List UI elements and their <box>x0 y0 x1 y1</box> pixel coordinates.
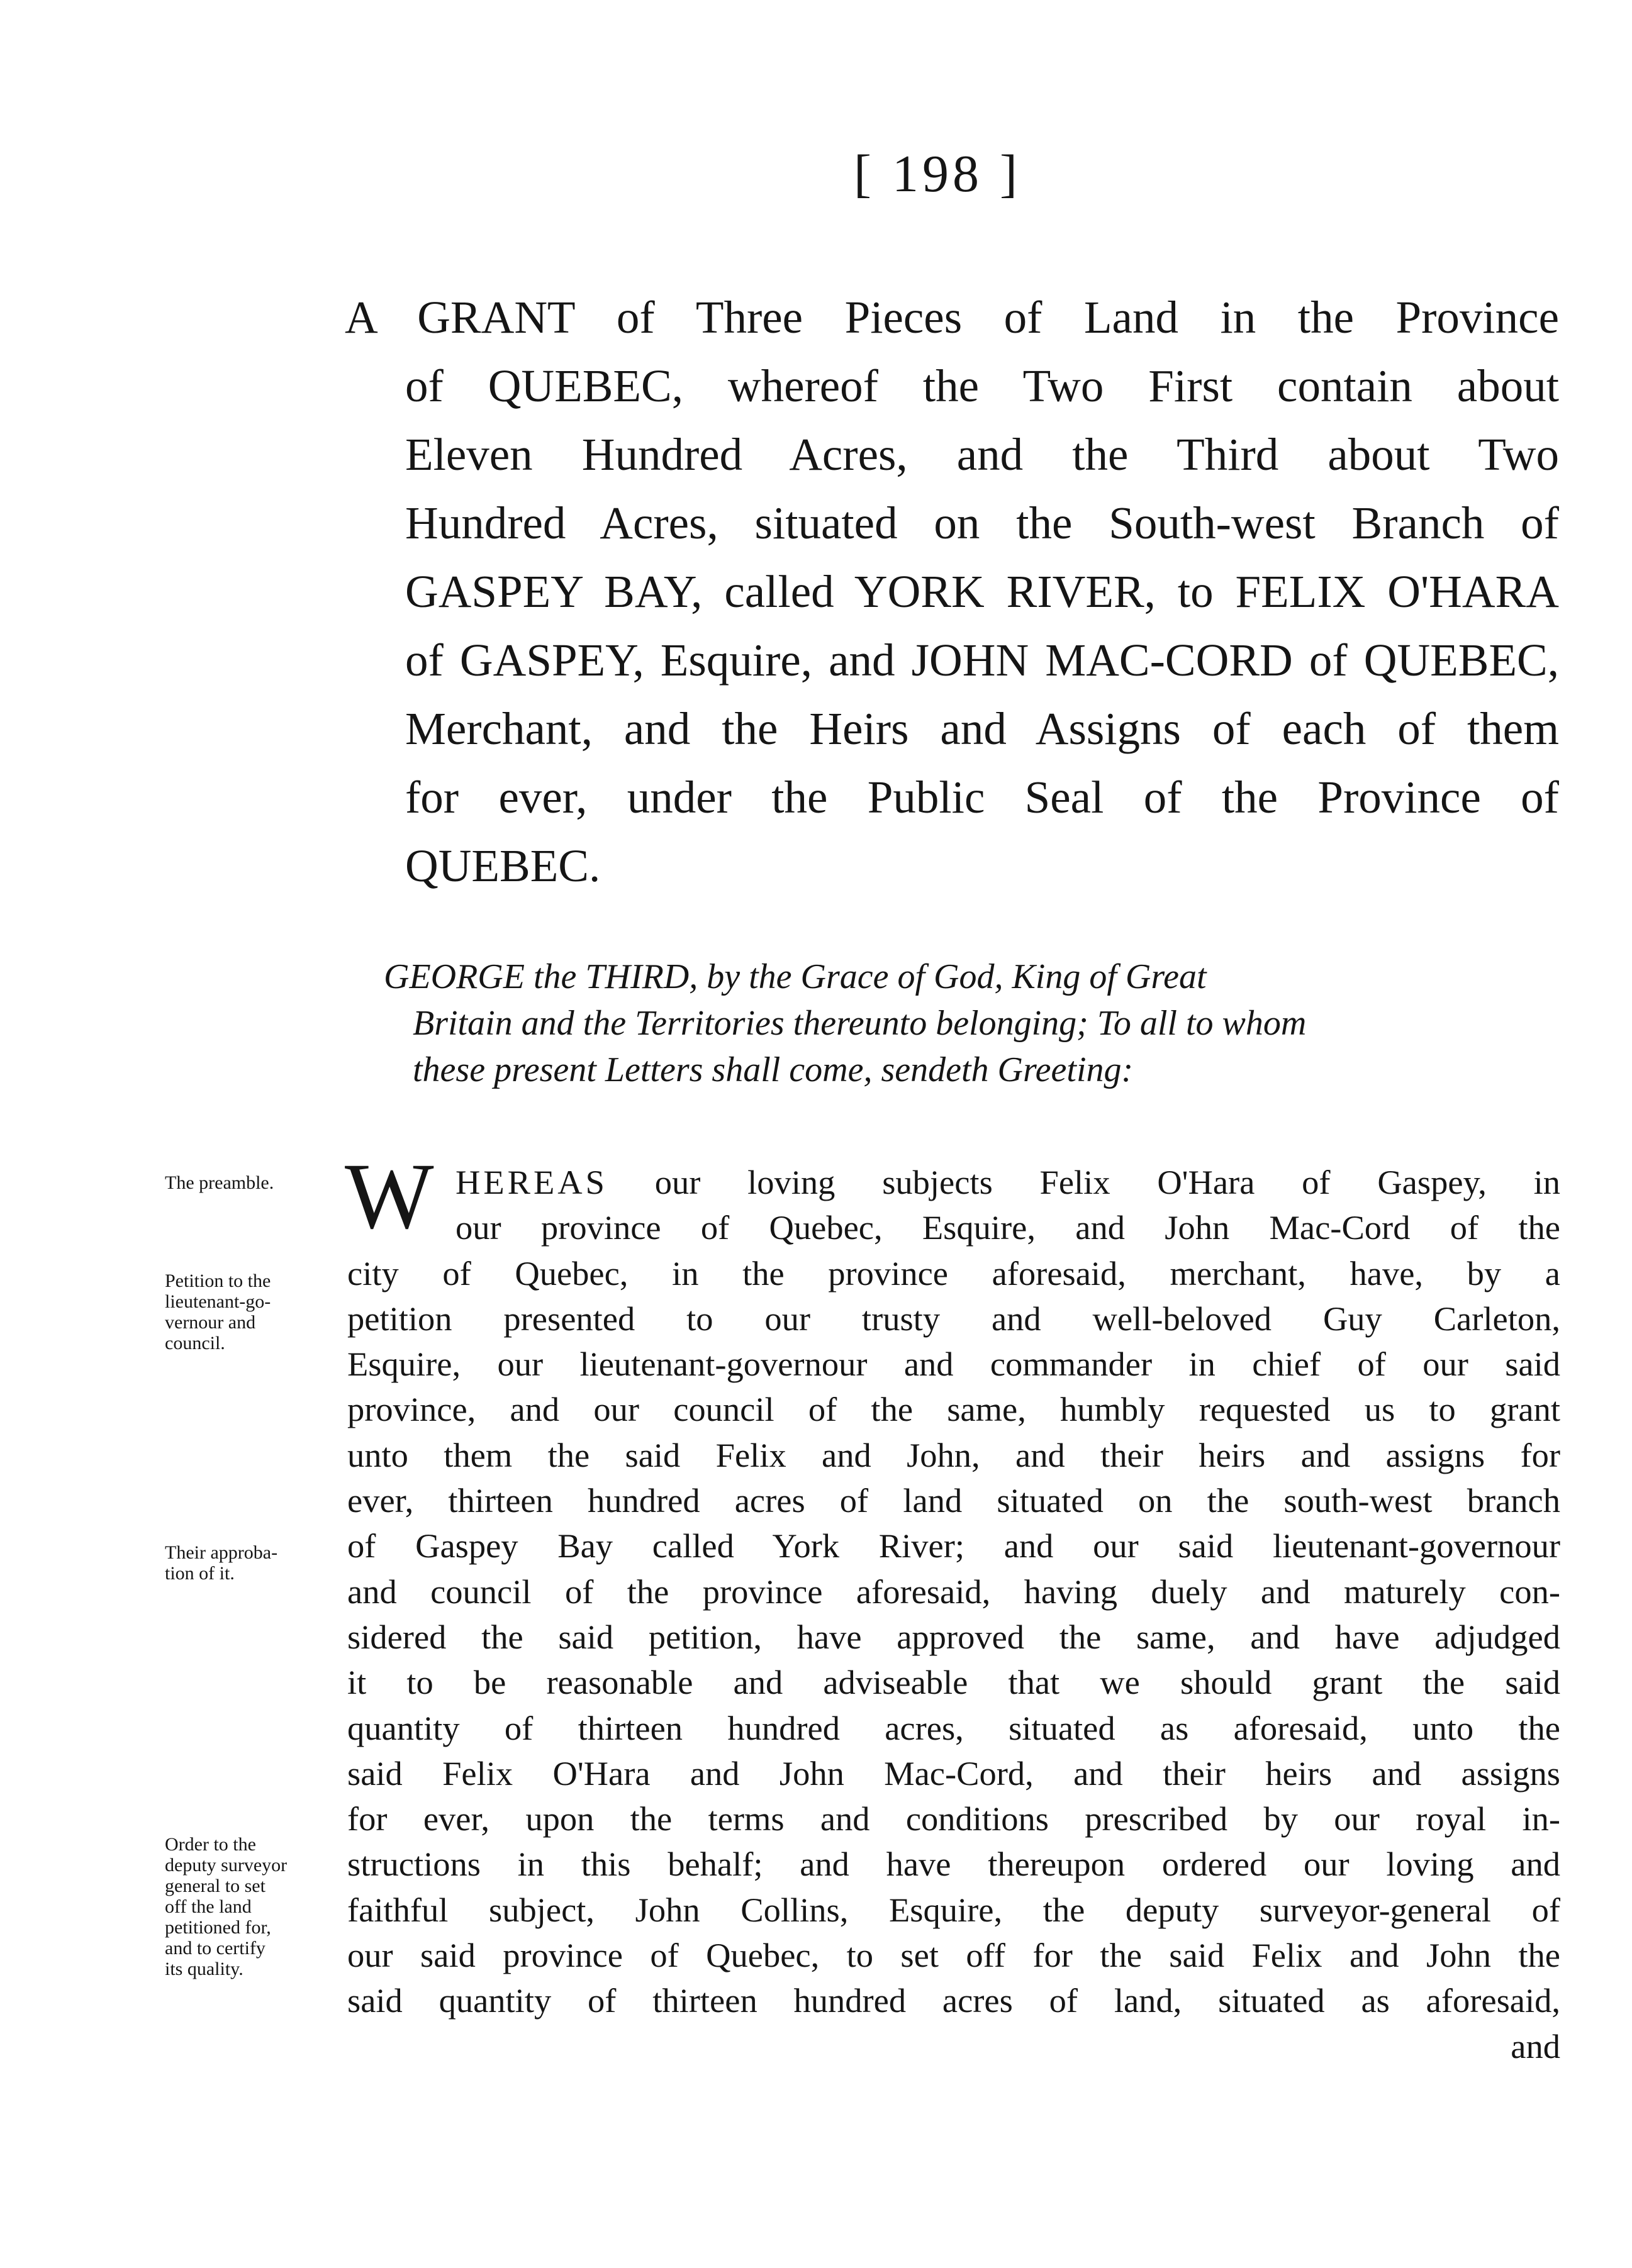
body-line: faithful subject, John Collins, Esquire, the deputy surveyor-general of <box>347 1890 1560 1929</box>
body-line: said Felix O'Hara and John Mac-Cord, and their heirs and assigns <box>347 1754 1560 1793</box>
body-line: HEREAS our loving subjects Felix O'Hara of Gaspey, in <box>456 1163 1561 1201</box>
body-line: Esquire, our lieutenant-governour and commander in chief of our said <box>347 1345 1560 1384</box>
title-line: Merchant, and the Heirs and Assigns of each of them <box>405 703 1559 754</box>
proclamation-line: Britain and the Territories thereunto belonging; To all to whom <box>413 1004 1307 1043</box>
margin-note-order <box>165 1834 322 1979</box>
proclamation-line: these present Letters shall come, sendeth Greeting: <box>413 1050 1134 1089</box>
body-text <box>347 1160 1560 2069</box>
margin-note-line: its quality. <box>165 1959 243 1979</box>
title-line: QUEBEC. <box>405 840 601 891</box>
margin-note-line: Petition to the <box>165 1270 271 1291</box>
body-line: our said province of Quebec, to set off for the said Felix and John the <box>347 1936 1560 1975</box>
margin-note-line: council. <box>165 1333 225 1354</box>
grant-title <box>345 283 1559 900</box>
margin-note-line: off the land <box>165 1896 252 1917</box>
royal-proclamation <box>384 953 1560 1093</box>
margin-note-line: Order to the <box>165 1834 256 1855</box>
title-line: Hundred Acres, situated on the South-west Branch of <box>405 498 1559 548</box>
margin-note-line: general to set <box>165 1876 265 1896</box>
body-line: for ever, upon the terms and conditions prescribed by our royal in- <box>347 1799 1560 1838</box>
margin-note-line: deputy surveyor <box>165 1855 288 1876</box>
margin-note-approbation <box>165 1542 322 1584</box>
body-line: unto them the said Felix and John, and their heirs and assigns for <box>347 1435 1560 1474</box>
body-line: our province of Quebec, Esquire, and John Mac-Cord of the <box>456 1208 1560 1247</box>
margin-note-line: The preamble. <box>165 1172 274 1193</box>
body-line: said quantity of thirteen hundred acres of land, situated as aforesaid, <box>347 1981 1560 2020</box>
title-line: for ever, under the Public Seal of the Province of <box>405 772 1559 823</box>
first-word: HEREAS <box>456 1163 608 1201</box>
margin-note-petition <box>165 1270 322 1354</box>
page-number: [ 198 ] <box>854 145 1021 203</box>
margin-note-line: Their approba- <box>165 1542 278 1563</box>
body-line: it to be reasonable and adviseable that we should grant the said <box>347 1663 1560 1702</box>
body-line: sidered the said petition, have approved the same, and have adjudged <box>347 1617 1560 1656</box>
proclamation-line: GEORGE the THIRD, by the Grace of God, King of Great <box>384 957 1207 996</box>
margin-note-line: tion of it. <box>165 1563 235 1584</box>
title-line: of QUEBEC, whereof the Two First contain about <box>405 360 1559 411</box>
margin-note-line: vernour and <box>165 1312 256 1333</box>
drop-cap: W <box>345 1144 434 1248</box>
title-line: Eleven Hundred Acres, and the Third about Two <box>405 429 1559 480</box>
body-line: province, and our council of the same, humbly requested us to grant <box>347 1390 1560 1429</box>
margin-note-line: lieutenant-go- <box>165 1291 271 1312</box>
margin-note-preamble <box>165 1172 322 1193</box>
body-line: and council of the province aforesaid, having duely and maturely con- <box>347 1572 1560 1611</box>
body-line: of Gaspey Bay called York River; and our said lieutenant-governour <box>347 1526 1560 1565</box>
body-line: ever, thirteen hundred acres of land situated on the south-west branch <box>347 1481 1560 1520</box>
body-line: structions in this behalf; and have thereupon ordered our loving and <box>347 1845 1560 1884</box>
title-line: A GRANT of Three Pieces of Land in the Province <box>345 292 1559 343</box>
title-line: of GASPEY, Esquire, and JOHN MAC-CORD of QUEBEC, <box>405 635 1559 686</box>
margin-note-line: petitioned for, <box>165 1917 271 1938</box>
body-line: quantity of thirteen hundred acres, situated as aforesaid, unto the <box>347 1708 1560 1747</box>
body-line: city of Quebec, in the province aforesaid, merchant, have, by a <box>347 1254 1560 1292</box>
catchword: and <box>1511 2026 1560 2065</box>
body-line: petition presented to our trusty and well-beloved Guy Carleton, <box>347 1299 1560 1338</box>
title-line: GASPEY BAY, called YORK RIVER, to FELIX O'HARA <box>405 566 1559 617</box>
margin-note-line: and to certify <box>165 1938 265 1959</box>
